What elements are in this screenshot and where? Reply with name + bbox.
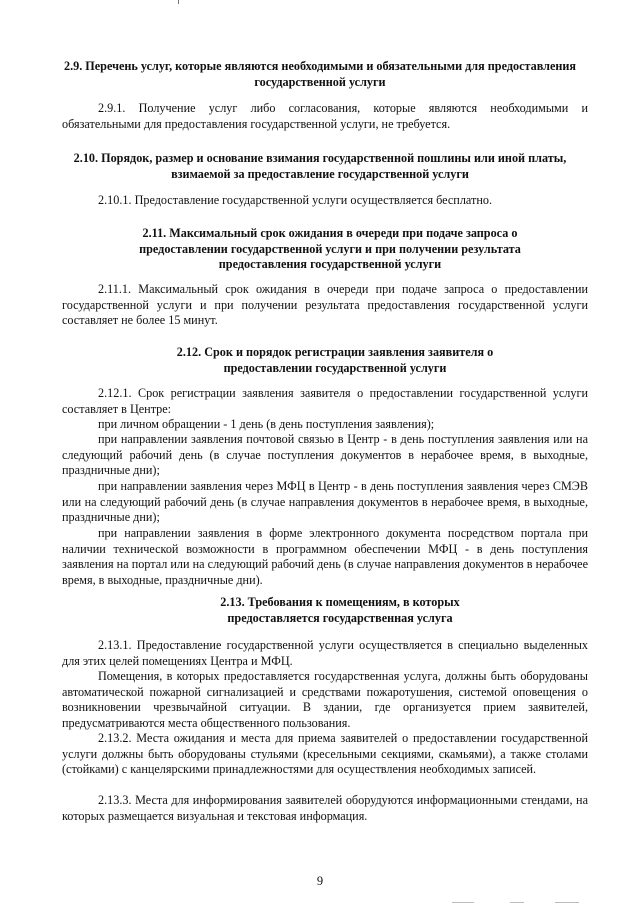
- section-2-9-heading: 2.9. Перечень услуг, которые являются необходимыми и обязательными для предоставления государственной услуги: [63, 59, 577, 89]
- paragraph-2-13-3: 2.13.3. Места для информирования заявителей оборудуются информационными стендами, на которых размещается визуальная и текстовая информация.: [62, 793, 588, 823]
- section-2-13-heading: 2.13. Требования к помещениям, в которых предоставляется государственная услуга: [220, 595, 460, 625]
- paragraph-mfc: при направлении заявления через МФЦ в Центр - в день поступления заявления через СМЭВ или на следующий рабочий день (в случае направления документов в нерабочее время, в выходные, праздничные дни);: [62, 479, 588, 525]
- scan-mark: [178, 0, 179, 4]
- paragraph-2-13-1: 2.13.1. Предоставление государственной услуги осуществляется в специально выделенных для этих целей помещениях Центра и МФЦ.: [62, 638, 588, 668]
- paragraph-premises: Помещения, в которых предоставляется государственная услуга, должны быть оборудованы автоматической пожарной сигнализацией и средствами пожаротушения, системой оповещения о возникновении чрезвычайной ситуации. В здании, где организуется прием заявителей, предусматриваются места общественного пользования.: [62, 669, 588, 730]
- paragraph-2-12-1: 2.12.1. Срок регистрации заявления заявителя о предоставлении государственной услуги составляет в Центре:: [62, 386, 588, 416]
- section-2-10-heading: 2.10. Порядок, размер и основание взимания государственной пошлины или иной платы, взимаемой за предоставление государственной услуги: [73, 151, 567, 181]
- section-2-11-heading: 2.11. Максимальный срок ожидания в очереди при подаче запроса о предоставлении государственной услуги и при получении результата предоставления государственной услуги: [139, 226, 521, 272]
- paragraph-postal: при направлении заявления почтовой связью в Центр - в день поступления заявления или на следующий рабочий день (в случае поступления документов в нерабочее время, в выходные, праздничные дни);: [62, 432, 588, 478]
- scan-artifact-dash: [452, 902, 474, 903]
- page-number: 9: [316, 874, 324, 888]
- paragraph-electronic: при направлении заявления в форме электронного документа посредством портала при наличии технической возможности в программном обеспечении МФЦ - в день поступления заявления на портал или на следующий рабочий день (в случае направления документов в нерабочее время, в выходные, праздничные дни).: [62, 526, 588, 587]
- paragraph-personal-visit: при личном обращении - 1 день (в день поступления заявления);: [98, 417, 435, 431]
- paragraph-2-11-1: 2.11.1. Максимальный срок ожидания в очереди при подаче запроса о предоставлении государственной услуги и при получении результата предоставления государственной услуги составляет не более 15 минут.: [62, 282, 588, 328]
- paragraph-2-13-2: 2.13.2. Места ожидания и места для приема заявителей о предоставлении государственной услуги должны быть оборудованы стульями (кресельными секциями, скамьями), а также столами (стойками) с канцелярскими принадлежностями для осуществления необходимых записей.: [62, 731, 588, 777]
- section-2-12-heading: 2.12. Срок и порядок регистрации заявления заявителя о предоставлении государственной услуги: [176, 345, 494, 375]
- scan-artifact-dash: [555, 902, 579, 903]
- paragraph-2-9-1: 2.9.1. Получение услуг либо согласования, которые являются необходимыми и обязательными для предоставления государственной услуги, не требуется.: [62, 101, 588, 131]
- scan-artifact-dash: [510, 902, 524, 903]
- paragraph-2-10-1: 2.10.1. Предоставление государственной услуги осуществляется бесплатно.: [98, 193, 492, 207]
